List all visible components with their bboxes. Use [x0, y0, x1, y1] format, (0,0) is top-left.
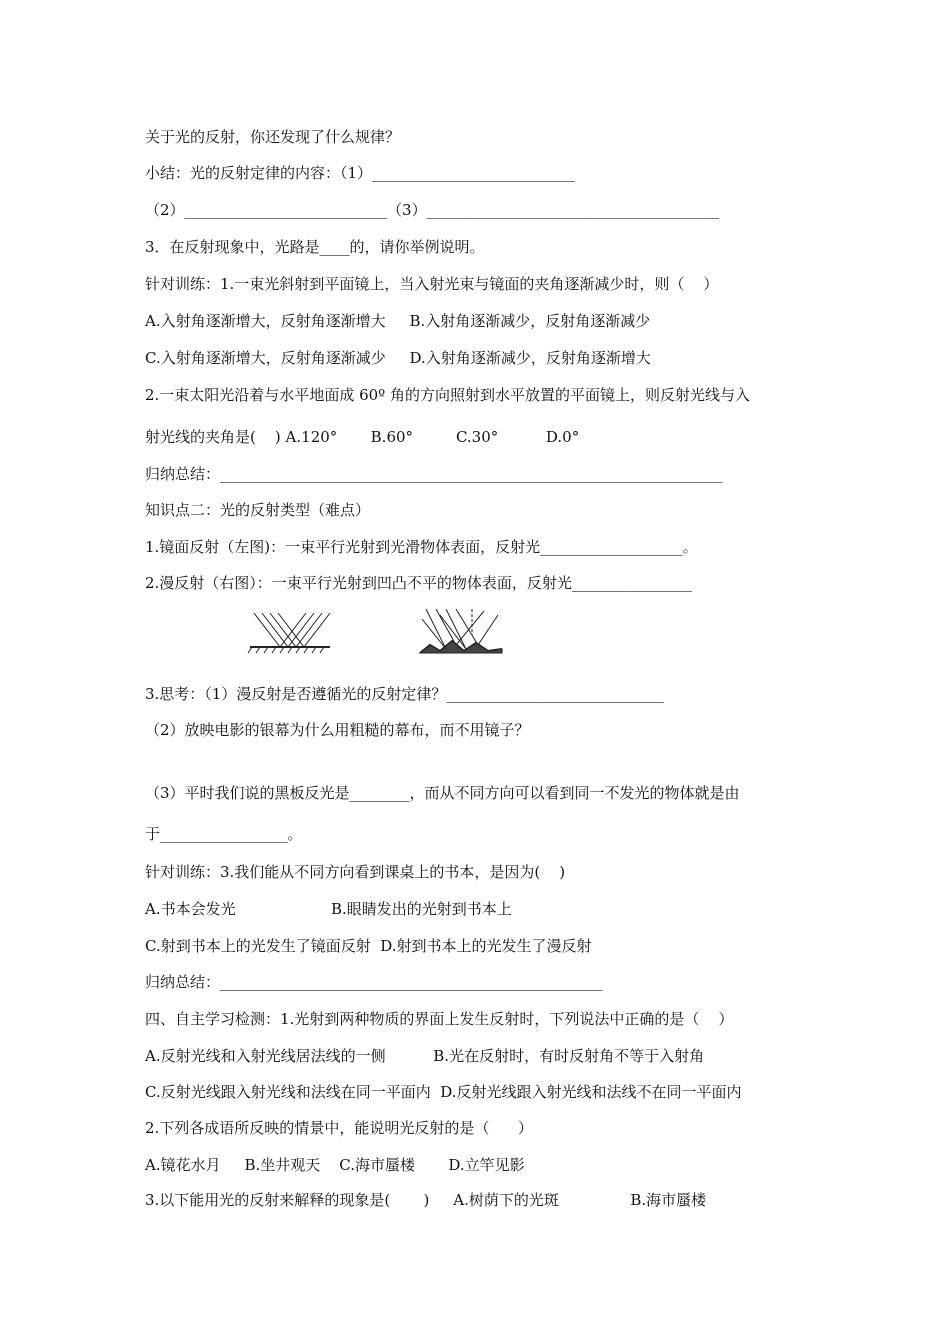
text-line: 3.思考：（1）漫反射是否遵循光的反射定律？_____________________________ — [145, 685, 664, 703]
text-line: 2.下列各成语所反映的情景中，能说明光反射的是（ ） — [145, 1119, 533, 1137]
text-line: （2）___________________________（3）_______________________________________ — [145, 201, 720, 219]
text-line: 针对训练：3.我们能从不同方向看到课桌上的书本，是因为( ) — [145, 863, 566, 881]
specular-reflection-diagram — [248, 613, 330, 653]
text-line: 3.以下能用光的反射来解释的现象是( ) A.树荫下的光斑 B.海市蜃楼 — [145, 1191, 707, 1209]
text-line: C.反射光线跟入射光线和法线在同一平面内 D.反射光线跟入射光线和法线不在同一平面内 — [145, 1083, 742, 1101]
text-line: 于_________________。 — [145, 825, 303, 843]
text-line: 关于光的反射，你还发现了什么规律？ — [145, 128, 401, 146]
text-line: A.入射角逐渐增大，反射角逐渐增大 B.入射角逐渐减少，反射角逐渐减少 — [145, 312, 651, 330]
text-line: 射光线的夹角是( ) A.120° B.60° C.30° D.0° — [145, 428, 580, 446]
text-line: A.反射光线和入射光线居法线的一侧 B.光在反射时，有时反射角不等于入射角 — [145, 1047, 705, 1065]
diffuse-reflection-diagram — [420, 609, 502, 653]
text-line: C.射到书本上的光发生了镜面反射 D.射到书本上的光发生了漫反射 — [145, 937, 592, 955]
text-line: A.镜花水月 B.坐井观天 C.海市蜃楼 D.立竿见影 — [145, 1156, 525, 1174]
reflection-diagrams — [240, 605, 520, 665]
text-line: 1.镜面反射（左图)：一束平行光射到光滑物体表面，反射光___________________。 — [145, 538, 698, 556]
text-line: 2.漫反射（右图）：一束平行光射到凹凸不平的物体表面，反射光________________ — [145, 574, 692, 592]
text-line: 小结：光的反射定律的内容：（1）___________________________ — [145, 164, 575, 182]
text-line: （2）放映电影的银幕为什么用粗糙的幕布，而不用镜子？ — [145, 721, 530, 739]
text-line: 3．在反射现象中，光路是____的，请你举例说明。 — [145, 238, 485, 256]
text-line: C.入射角逐渐增大，反射角逐渐减少 D.入射角逐渐减少，反射角逐渐增大 — [145, 349, 651, 367]
text-line: 针对训练：1.一束光斜射到平面镜上，当入射光束与镜面的夹角逐渐减少时，则（ ） — [145, 275, 719, 293]
text-line: 归纳总结：___________________________________________________________________ — [145, 465, 723, 483]
section-heading: 知识点二：光的反射类型（难点） — [145, 501, 371, 519]
text-line: 2.一束太阳光沿着与水平地面成 60º 角的方向照射到水平放置的平面镜上，则反射光线与入 — [145, 386, 750, 404]
text-line: A.书本会发光 B.眼睛发出的光射到书本上 — [145, 900, 512, 918]
text-line: （3）平时我们说的黑板反光是________，而从不同方向可以看到同一不发光的物体就是由 — [145, 784, 740, 802]
text-line: 归纳总结：___________________________________________________ — [145, 973, 603, 991]
section-heading: 四、自主学习检测：1.光射到两种物质的界面上发生反射时，下列说法中正确的是（ ） — [145, 1010, 734, 1028]
